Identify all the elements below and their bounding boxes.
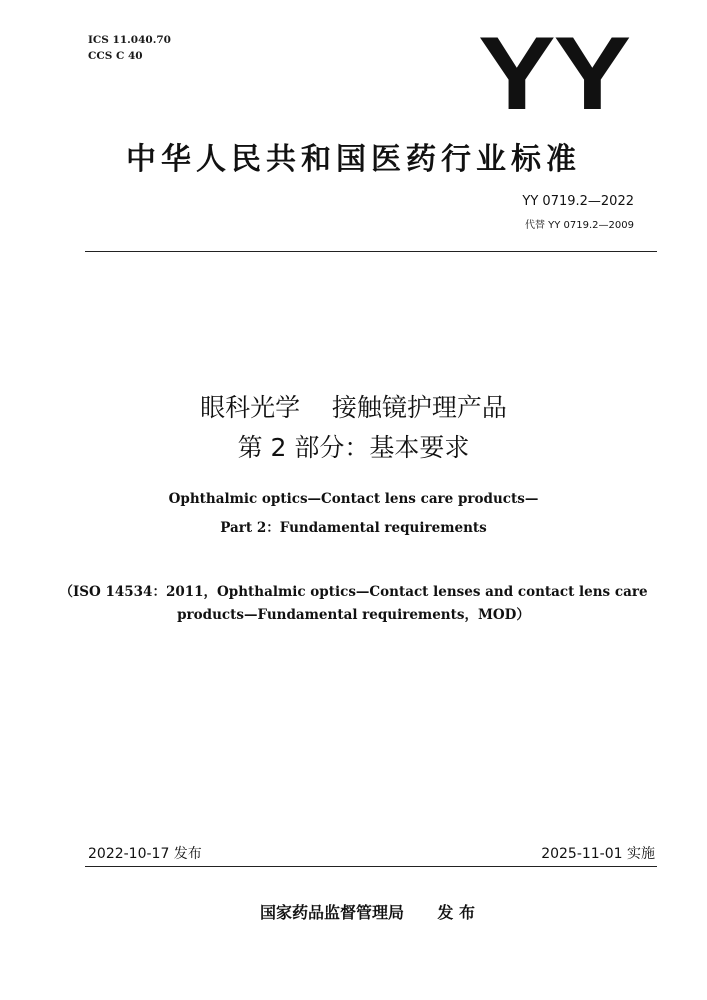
iso-reference-line1: （ISO 14534：2011，Ophthalmic optics—Contact lenses and contact lens care bbox=[59, 584, 648, 600]
top-divider bbox=[85, 251, 657, 252]
bottom-divider bbox=[85, 866, 657, 867]
classification-codes bbox=[88, 32, 171, 64]
implementation-date: 2025-11-01 实施 bbox=[541, 846, 655, 862]
title-cn-line1: 眼科光学 接触镜护理产品 bbox=[200, 393, 507, 422]
title-cn-line2: 第 2 部分：基本要求 bbox=[237, 433, 470, 462]
replaces-standard: 代替 YY 0719.2—2009 bbox=[524, 220, 634, 231]
title-en-line1: Ophthalmic optics—Contact lens care products— bbox=[168, 491, 539, 507]
iso-reference-line2: products—Fundamental requirements，MOD） bbox=[177, 607, 530, 623]
publisher: 国家药品监督管理局 发 布 bbox=[260, 903, 475, 922]
ics-code: ICS 11.040.70 bbox=[88, 34, 171, 46]
yy-logo: YY bbox=[478, 16, 629, 132]
issue-date: 2022-10-17 发布 bbox=[88, 846, 202, 862]
title-en-line2: Part 2：Fundamental requirements bbox=[220, 520, 487, 536]
ccs-code: CCS C 40 bbox=[88, 50, 143, 62]
standard-number: YY 0719.2—2022 bbox=[522, 194, 634, 209]
industry-standard-title: 中华人民共和国医药行业标准 bbox=[126, 142, 581, 177]
